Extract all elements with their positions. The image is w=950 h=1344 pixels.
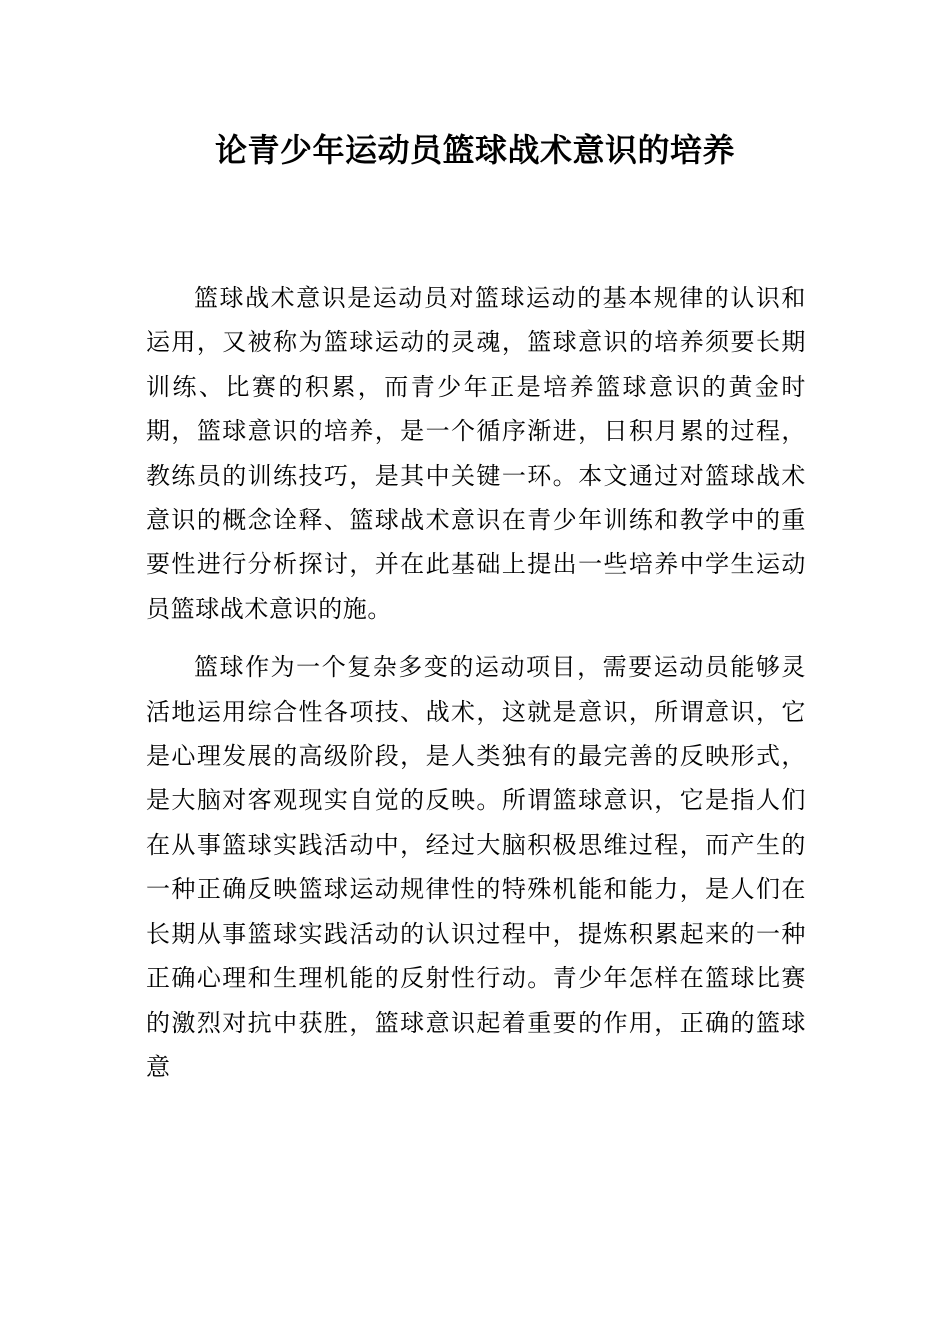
paragraph-2: 篮球作为一个复杂多变的运动项目，需要运动员能够灵活地运用综合性各项技、战术，这就是意识，所谓意识，它是心理发展的高级阶段，是人类独有的最完善的反映形式，是大脑对客观现实自觉的反映。所谓篮球意识，它是指人们在从事篮球实践活动中，经过大脑积极思维过程，而产生的一种正确反映篮球运动规律性的特殊机能和能力，是人们在长期从事篮球实践活动的认识过程中，提炼积累起来的一种正确心理和生理机能的反射性行动。青少年怎样在篮球比赛的激烈对抗中获胜，篮球意识起着重要的作用，正确的篮球意 (146, 653, 806, 1081)
document-title: 论青少年运动员篮球战术意识的培养 (214, 131, 735, 169)
document-body (146, 276, 806, 1089)
paragraph-1: 篮球战术意识是运动员对篮球运动的基本规律的认识和运用，又被称为篮球运动的灵魂，篮球意识的培养须要长期训练、比赛的积累，而青少年正是培养篮球意识的黄金时期，篮球意识的培养，是一个循序渐进，日积月累的过程，教练员的训练技巧，是其中关键一环。本文通过对篮球战术意识的概念诠释、篮球战术意识在青少年训练和教学中的重要性进行分析探讨，并在此基础上提出一些培养中学生运动员篮球战术意识的施。 (146, 284, 806, 623)
